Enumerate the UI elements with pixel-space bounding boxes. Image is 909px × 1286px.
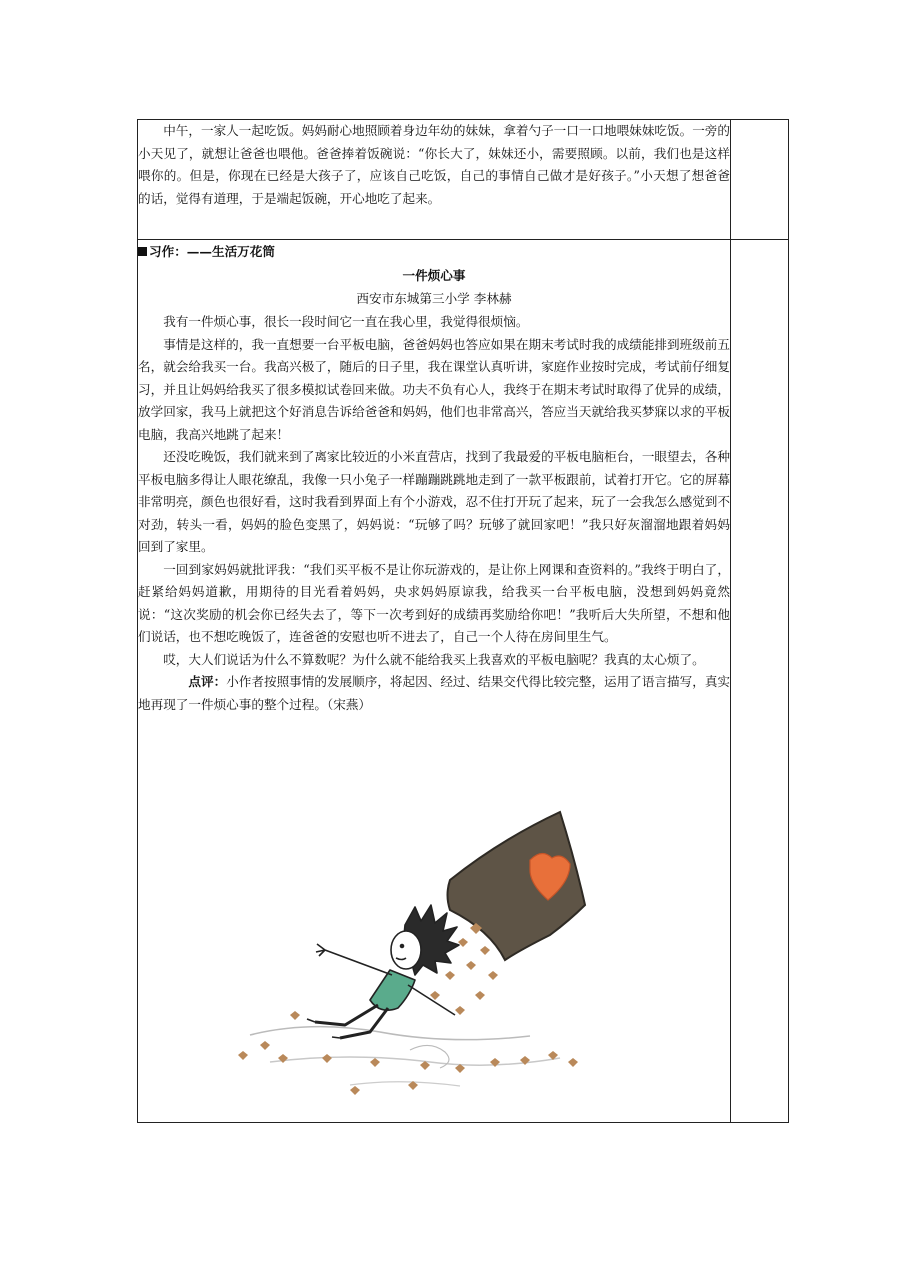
essay-paragraph: 我有一件烦心事，很长一段时间它一直在我心里，我觉得很烦恼。 bbox=[163, 314, 529, 329]
teacher-comment bbox=[138, 671, 730, 716]
side-cell bbox=[731, 120, 789, 240]
square-bullet-icon bbox=[138, 247, 147, 256]
intro-paragraph: 中午，一家人一起吃饭。妈妈耐心地照顾着身边年幼的妹妹，拿着勺子一口一口地喂妹妹吃饭。一旁的小天见了，就想让爸爸也喂他。爸爸捧着饭碗说：“你长大了，妹妹还小，需要照顾。以前，我们也是这样喂你的。但是，你现在已经是大孩子了，应该自己吃饭，自己的事情自己做才是好孩子。”小天想了想爸爸的话，觉得有道理，于是端起饭碗，开心地吃了起来。 bbox=[138, 123, 730, 206]
comment-text: 小作者按照事情的发展顺序，将起因、经过、结果交代得比较完整，运用了语言描写，真实地再现了一件烦心事的整个过程。（宋燕） bbox=[138, 674, 731, 712]
essay-cell bbox=[138, 240, 731, 1123]
comment-label: 点评： bbox=[188, 674, 227, 689]
section-heading: 习作：——生活万花筒 bbox=[138, 240, 730, 264]
content-table bbox=[137, 119, 789, 1123]
essay-paragraph: 事情是这样的，我一直想要一台平板电脑，爸爸妈妈也答应如果在期末考试时我的成绩能排到班级前五名，就会给我买一台。我高兴极了，随后的日子里，我在课堂认真听讲，家庭作业按时完成，考试前仔细复习，并且让妈妈给我买了很多模拟试卷回来做。功夫不负有心人，我终于在期末考试时取得了优异的成绩，放学回家，我马上就把这个好消息告诉给爸爸和妈妈，他们也非常高兴，答应当天就给我买梦寐以求的平板电脑，我高兴地跳了起来！ bbox=[138, 336, 730, 442]
side-cell bbox=[731, 240, 789, 1123]
essay-title: 一件烦心事 bbox=[402, 268, 466, 283]
essay-paragraph: 哎，大人们说话为什么不算数呢？为什么就不能给我买上我喜欢的平板电脑呢？我真的太心烦了。 bbox=[163, 651, 705, 667]
girl-figure-icon bbox=[307, 905, 459, 1038]
essay-paragraph: 一回到家妈妈就批评我：“我们买平板不是让你玩游戏的，是让你上网课和查资料的。”我终于明白了，赶紧给妈妈道歉，用期待的目光看着妈妈，央求妈妈原谅我，给我买一台平板电脑，没想到妈妈竟然说：“这次奖励的机会你已经失去了，等下一次考到好的成绩再奖励给你吧！”我听后大失所望，不想和他们说话，也不想吃晚饭了，连爸爸的安慰也听不进去了，自己一个人待在房间里生气。 bbox=[138, 561, 730, 644]
essay-author: 西安市东城第三小学 李林赫 bbox=[356, 291, 512, 306]
illustration-girl-pillow bbox=[230, 800, 610, 1110]
story-cell bbox=[138, 120, 731, 240]
essay-paragraph: 还没吃晚饭，我们就来到了离家比较近的小米直营店，找到了我最爱的平板电脑柜台，一眼望去，各种平板电脑多得让人眼花缭乱，我像一只小兔子一样蹦蹦跳跳地走到了一款平板跟前，试着打开它。它的屏幕非常明亮，颜色也很好看，这时我看到界面上有个小游戏，忍不住打开玩了起来，玩了一会我怎么感觉到不对劲，转头一看，妈妈的脸色变黑了，妈妈说：“玩够了吗？玩够了就回家吧！”我只好灰溜溜地跟着妈妈回到了家里。 bbox=[138, 449, 730, 554]
pillow-icon bbox=[448, 812, 586, 960]
